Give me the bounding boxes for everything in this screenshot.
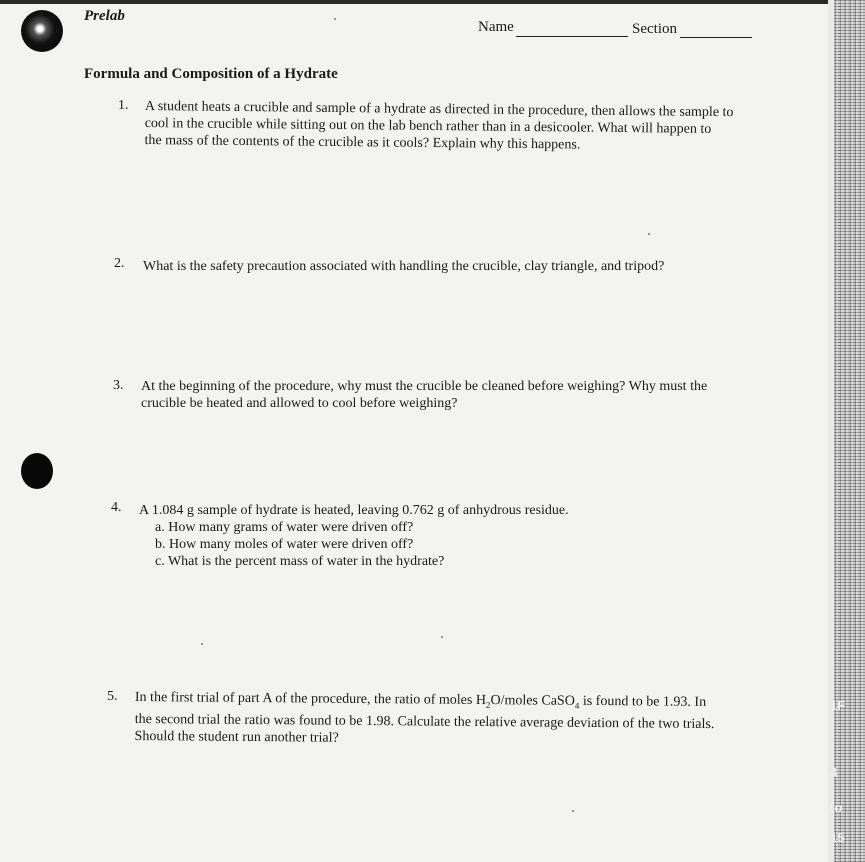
top-border	[0, 0, 865, 4]
section-label: Section	[632, 21, 677, 37]
scan-speck	[201, 643, 203, 645]
question-3-number: 3.	[113, 378, 124, 393]
question-5-line: the second trial the ratio was found to be 1.98. Calculate the relative average deviation of the two trials.	[134, 711, 715, 732]
question-1	[144, 98, 733, 155]
question-4a: a. How many grams of water were driven off?	[155, 520, 414, 535]
question-5-text: O/moles CaSO	[490, 693, 575, 709]
question-5	[135, 689, 715, 750]
question-1-number: 1.	[118, 98, 129, 113]
question-5-text: In the first trial of part A of the procedure, the ratio of moles H	[134, 689, 487, 709]
scan-speck	[572, 810, 574, 812]
scan-speck	[648, 233, 650, 235]
question-3-line: crucible be heated and allowed to cool before weighing?	[141, 396, 458, 411]
edge-mark: 1F	[830, 698, 846, 713]
question-5-line: Should the student run another trial?	[134, 728, 339, 746]
binder-hole-top-icon	[21, 10, 63, 52]
edge-mark: 15	[830, 830, 845, 845]
question-1-line: A student heats a crucible and sample of a hydrate as directed in the procedure, then allows the sample to	[144, 98, 734, 121]
scan-speck	[334, 18, 336, 20]
question-3	[141, 378, 707, 412]
subscript: 4	[574, 700, 580, 711]
name-input-line[interactable]	[516, 36, 628, 37]
question-4b: b. How many moles of water were driven off?	[155, 537, 414, 552]
question-2-line: What is the safety precaution associated with handling the crucible, clay triangle, and tripod?	[143, 259, 665, 274]
binder-hole-middle-icon	[21, 453, 53, 489]
page-edge-binding	[828, 0, 865, 862]
name-label: Name	[478, 19, 514, 35]
edge-mark: 4	[830, 765, 838, 780]
question-1-line: cool in the crucible while sitting out on the lab bench rather than in a desicooler. What will happen to	[144, 115, 712, 137]
question-2-number: 2.	[114, 256, 125, 271]
section-input-line[interactable]	[680, 37, 752, 38]
question-5-text: is found to be 1.93. In	[579, 693, 707, 710]
subscript: 2	[485, 699, 491, 710]
question-4c: c. What is the percent mass of water in the hydrate?	[155, 554, 445, 569]
question-5-number: 5.	[107, 689, 118, 704]
question-4-line: A 1.084 g sample of hydrate is heated, leaving 0.762 g of anhydrous residue.	[139, 503, 569, 518]
question-2	[143, 258, 664, 275]
question-3-line: At the beginning of the procedure, why must the crucible be cleaned before weighing? Why must the	[141, 379, 708, 394]
question-4-number: 4.	[111, 500, 122, 515]
edge-mark: to	[830, 800, 843, 815]
question-1-line: the mass of the contents of the crucible as it cools? Explain why this happens.	[144, 132, 581, 153]
question-4	[139, 502, 569, 570]
page-title: Formula and Composition of a Hydrate	[84, 66, 338, 82]
page-edge-gutter	[828, 0, 834, 862]
prelab-label: Prelab	[84, 8, 125, 24]
scan-speck	[441, 636, 443, 638]
